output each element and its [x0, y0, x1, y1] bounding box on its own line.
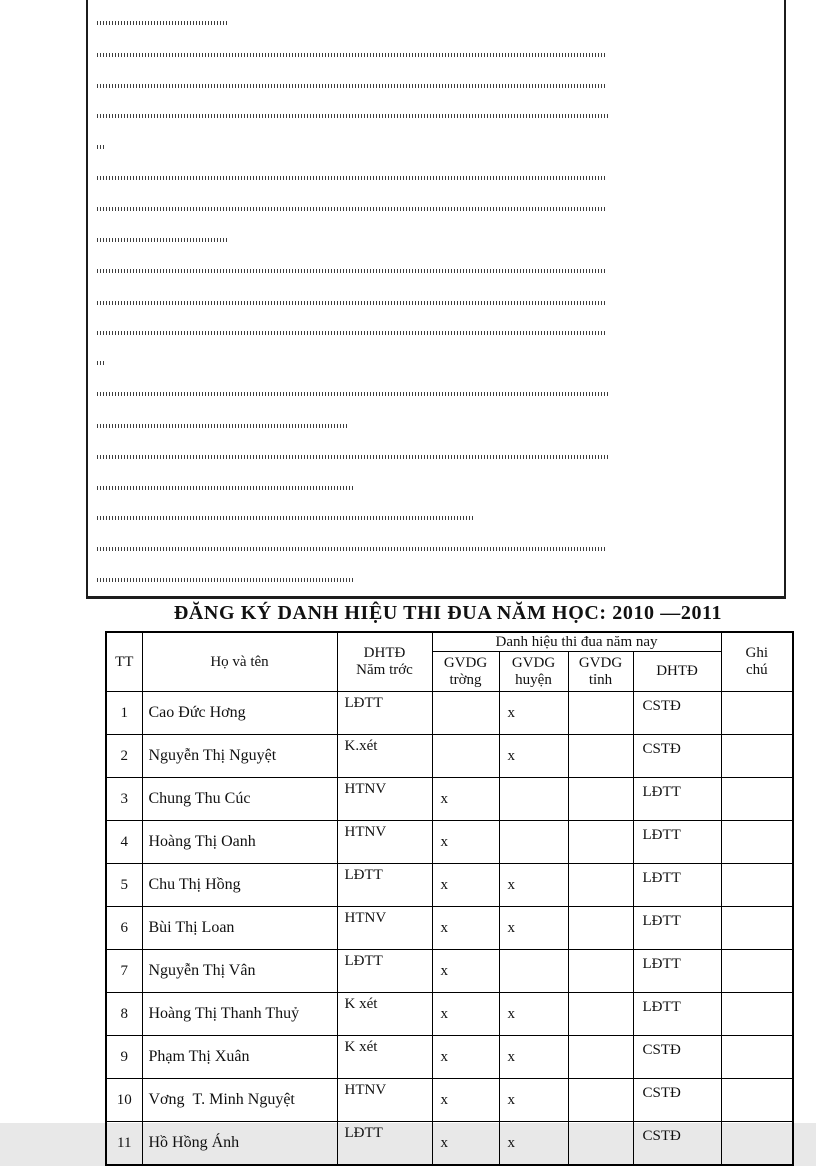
cell-ghi_chu: [721, 821, 793, 864]
col-header-note-line1: Ghi: [745, 645, 769, 661]
cell-ghi_chu: [721, 907, 793, 950]
table-row: [106, 864, 793, 907]
table-row: [106, 1079, 793, 1122]
cell-gvdg_truong: x: [432, 950, 499, 993]
dotted-line: [97, 114, 608, 118]
dotted-line: [97, 392, 608, 396]
cell-gvdg_tinh: [568, 993, 633, 1036]
cell-gvdg_truong: x: [432, 993, 499, 1036]
dotted-line: [97, 53, 606, 57]
table-row: [106, 778, 793, 821]
cell-gvdg_huyen: x: [499, 735, 568, 778]
cell-name: Bùi Thị Loan: [142, 907, 337, 950]
col-header-dhtd: [633, 652, 721, 692]
register-table: [105, 631, 794, 1166]
col-header-gvdg-tinh: [568, 652, 633, 692]
cell-name: Hoàng Thị Thanh Thuỷ: [142, 993, 337, 1036]
cell-name: Cao Đức Hơng: [142, 692, 337, 735]
col-header-note: [721, 632, 793, 692]
dotted-line: [97, 547, 606, 551]
gvdg-huyen-line1: GVDG: [511, 654, 556, 671]
cell-ghi_chu: [721, 1079, 793, 1122]
dotted-line: [97, 21, 228, 25]
table-row: [106, 993, 793, 1036]
cell-tt: 9: [106, 1036, 142, 1079]
cell-tt: 10: [106, 1079, 142, 1122]
cell-prev: HTNV: [337, 907, 432, 950]
cell-name: Chu Thị Hồng: [142, 864, 337, 907]
dotted-line: [97, 455, 608, 459]
col-header-dhtd-label: DHTĐ: [656, 663, 698, 679]
cell-name: Nguyễn Thị Vân: [142, 950, 337, 993]
cell-gvdg_huyen: x: [499, 1079, 568, 1122]
cell-gvdg_tinh: [568, 778, 633, 821]
gvdg-tinh-line2: tỉnh: [588, 671, 613, 688]
cell-tt: 11: [106, 1122, 142, 1166]
cell-gvdg_truong: x: [432, 1036, 499, 1079]
cell-tt: 8: [106, 993, 142, 1036]
cell-gvdg_tinh: [568, 1079, 633, 1122]
cell-dhtd: CSTĐ: [633, 692, 721, 735]
cell-dhtd: LĐTT: [633, 950, 721, 993]
cell-gvdg_truong: x: [432, 778, 499, 821]
cell-prev: LĐTT: [337, 692, 432, 735]
cell-dhtd: LĐTT: [633, 778, 721, 821]
cell-tt: 1: [106, 692, 142, 735]
table-row: [106, 735, 793, 778]
col-header-gvdg-huyen: [499, 652, 568, 692]
cell-gvdg_tinh: [568, 735, 633, 778]
cell-prev: LĐTT: [337, 864, 432, 907]
gvdg-truong-line1: GVDG: [443, 654, 488, 671]
cell-prev: K xét: [337, 1036, 432, 1079]
col-header-tt: [106, 632, 142, 692]
cell-gvdg_tinh: [568, 1036, 633, 1079]
cell-gvdg_tinh: [568, 1122, 633, 1166]
col-header-group-label: Danh hiệu thi đua năm nay: [495, 634, 658, 650]
cell-tt: 4: [106, 821, 142, 864]
cell-name: Chung Thu Cúc: [142, 778, 337, 821]
col-header-prev-title: [337, 632, 432, 692]
cell-gvdg_truong: x: [432, 821, 499, 864]
cell-dhtd: LĐTT: [633, 821, 721, 864]
cell-name: Hồ Hồng Ánh: [142, 1122, 337, 1166]
dotted-line: [97, 176, 606, 180]
cell-gvdg_huyen: [499, 778, 568, 821]
cell-tt: 6: [106, 907, 142, 950]
cell-tt: 3: [106, 778, 142, 821]
cell-prev: HTNV: [337, 1079, 432, 1122]
dotted-line: [97, 516, 474, 520]
col-header-gvdg-truong: [432, 652, 499, 692]
cell-gvdg_huyen: x: [499, 1122, 568, 1166]
cell-gvdg_huyen: x: [499, 993, 568, 1036]
col-header-name-label: Họ và tên: [210, 653, 269, 670]
dotted-line: [97, 424, 349, 428]
cell-prev: LĐTT: [337, 1122, 432, 1166]
dotted-line: [97, 301, 606, 305]
col-header-tt-label: TT: [115, 653, 134, 670]
notes-box: [86, 0, 786, 599]
table-row: [106, 821, 793, 864]
cell-gvdg_huyen: x: [499, 1036, 568, 1079]
cell-ghi_chu: [721, 1036, 793, 1079]
dotted-line: [97, 84, 606, 88]
cell-tt: 2: [106, 735, 142, 778]
col-header-group: [432, 632, 721, 652]
cell-gvdg_huyen: [499, 821, 568, 864]
cell-gvdg_tinh: [568, 821, 633, 864]
col-header-note-line2: chú: [745, 662, 768, 678]
table-row: [106, 907, 793, 950]
cell-dhtd: CSTĐ: [633, 735, 721, 778]
cell-ghi_chu: [721, 993, 793, 1036]
dotted-line: [97, 269, 606, 273]
cell-gvdg_truong: [432, 692, 499, 735]
cell-dhtd: CSTĐ: [633, 1079, 721, 1122]
cell-dhtd: CSTĐ: [633, 1036, 721, 1079]
gvdg-huyen-line2: huyện: [515, 671, 552, 688]
table-row: [106, 692, 793, 735]
dotted-line: [97, 238, 228, 242]
cell-name: Hoàng Thị Oanh: [142, 821, 337, 864]
dotted-line: [97, 578, 354, 582]
gvdg-tinh-line1: GVDG: [578, 654, 623, 671]
cell-prev: HTNV: [337, 778, 432, 821]
cell-name: Phạm Thị Xuân: [142, 1036, 337, 1079]
dotted-line: [97, 331, 606, 335]
cell-gvdg_truong: x: [432, 1122, 499, 1166]
cell-dhtd: CSTĐ: [633, 1122, 721, 1166]
dotted-line: [97, 207, 606, 211]
table-row: [106, 1122, 793, 1166]
cell-ghi_chu: [721, 692, 793, 735]
cell-gvdg_truong: [432, 735, 499, 778]
cell-dhtd: LĐTT: [633, 907, 721, 950]
cell-gvdg_huyen: x: [499, 907, 568, 950]
cell-gvdg_huyen: x: [499, 864, 568, 907]
cell-gvdg_tinh: [568, 864, 633, 907]
register-table-wrap: [105, 631, 794, 1166]
cell-prev: LĐTT: [337, 950, 432, 993]
table-row: [106, 950, 793, 993]
cell-ghi_chu: [721, 864, 793, 907]
col-header-name: [142, 632, 337, 692]
cell-ghi_chu: [721, 735, 793, 778]
col-header-prev-line2: Năm trớc: [356, 662, 413, 678]
cell-gvdg_huyen: x: [499, 692, 568, 735]
cell-tt: 7: [106, 950, 142, 993]
cell-prev: HTNV: [337, 821, 432, 864]
cell-name: Nguyễn Thị Nguyệt: [142, 735, 337, 778]
cell-dhtd: LĐTT: [633, 864, 721, 907]
page-title: ĐĂNG KÝ DANH HIỆU THI ĐUA NĂM HỌC: 2010 —2011: [173, 602, 723, 624]
cell-gvdg_truong: x: [432, 907, 499, 950]
cell-gvdg_tinh: [568, 950, 633, 993]
cell-gvdg_tinh: [568, 692, 633, 735]
cell-gvdg_truong: x: [432, 864, 499, 907]
dotted-line: [97, 145, 104, 149]
cell-gvdg_tinh: [568, 907, 633, 950]
cell-prev: K.xét: [337, 735, 432, 778]
dotted-line: [97, 361, 104, 365]
gvdg-truong-line2: trờng: [449, 671, 482, 688]
cell-ghi_chu: [721, 950, 793, 993]
cell-dhtd: LĐTT: [633, 993, 721, 1036]
table-row: [106, 1036, 793, 1079]
header-row-1: [106, 632, 793, 652]
col-header-prev-line1: DHTĐ: [363, 645, 406, 661]
cell-prev: K xét: [337, 993, 432, 1036]
cell-gvdg_huyen: [499, 950, 568, 993]
cell-tt: 5: [106, 864, 142, 907]
cell-ghi_chu: [721, 778, 793, 821]
dotted-line: [97, 486, 353, 490]
cell-name: Vơng T. Minh Nguyệt: [142, 1079, 337, 1122]
cell-ghi_chu: [721, 1122, 793, 1166]
cell-gvdg_truong: x: [432, 1079, 499, 1122]
